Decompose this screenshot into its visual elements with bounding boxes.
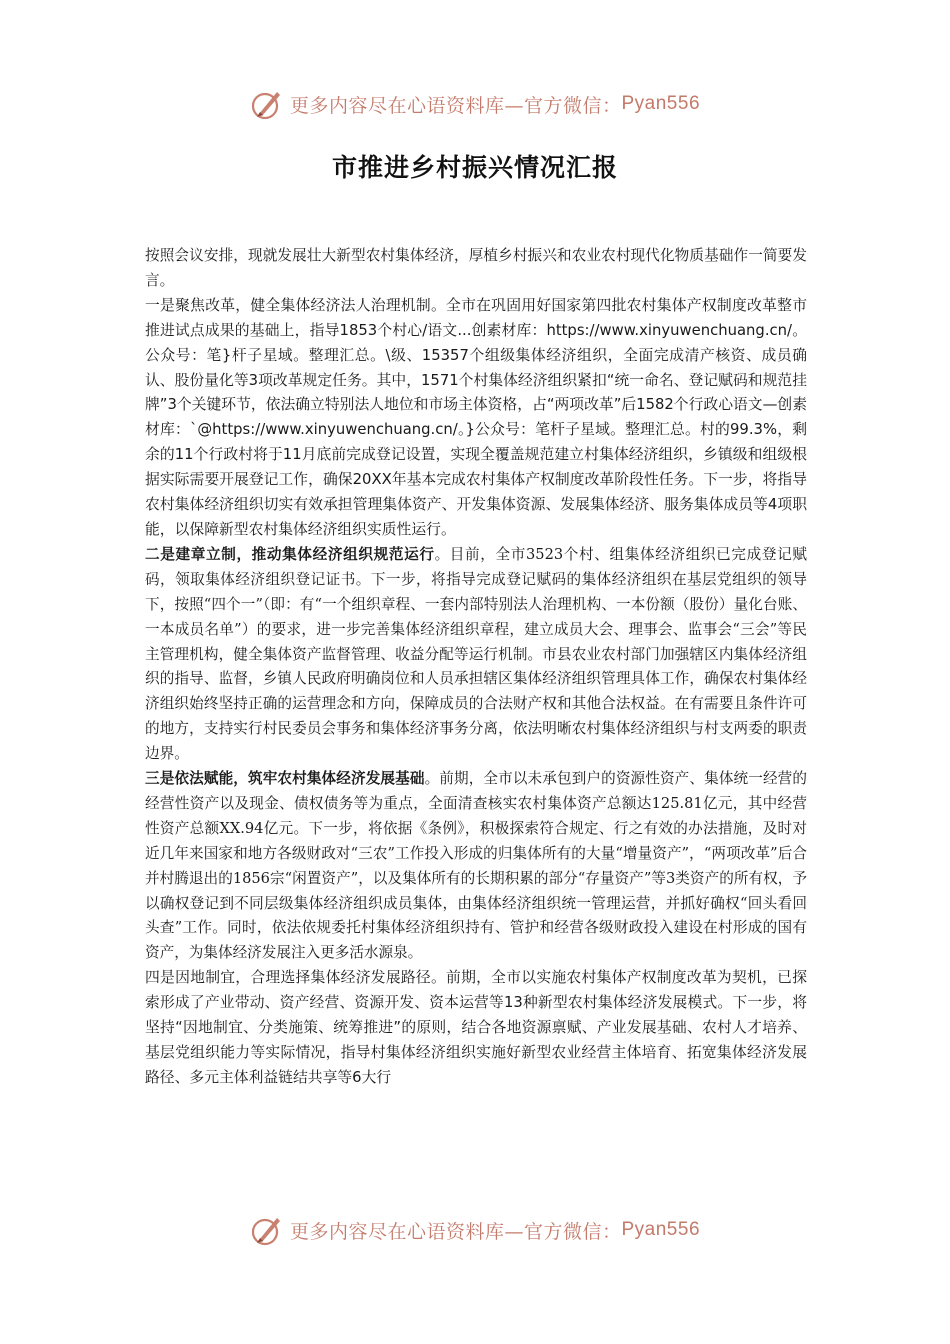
- section-1-paragraph: 一是聚焦改革，健全集体经济法人治理机制。全市在巩固用好国家第四批农村集体产权制度改革整市推进试点成果的基础上，指导1853个村心/语文...创素材库：https://www.xinyuwenchuang.cn/。公众号：笔}杆子星域。整理汇总。\级、15357个组级集体经济组织，全面完成清产核资、成员确认、股份量化等3项改革规定任务。其中，1571个村集体经济组织紧扣“统一命名、登记赋码和规范挂牌”3个关键环节，依法确立特别法人地位和市场主体资格，占“两项改革”后1582个行政心语文—创素材库：`@https://www.xinyuwenchuang.cn/。}公众号：笔杆子星域。整理汇总。村的99.3%，剩余的11个行政村将于11月底前完成登记设置，实现全覆盖规范建立村集体经济组织，乡镇级和组级根据实际需要开展登记工作，确保20XX年基本完成农村集体产权制度改革阶段性任务。下一步，将指导农村集体经济组织切实有效承担管理集体资产、开发集体资源、发展集体经济、服务集体成员等4项职能，以保障新型农村集体经济组织实质性运行。: [145, 296, 807, 538]
- section-2-heading: 二是建章立制，推动集体经济组织规范运行: [145, 545, 435, 563]
- footer-banner: [0, 1212, 950, 1248]
- section-3-paragraph: [145, 767, 807, 966]
- quill-pen-logo-icon: [250, 1213, 284, 1247]
- banner-wechat-id: Pyan556: [621, 1219, 701, 1240]
- section-2-body: 。目前，全市3523个村、组集体经济组织已完成登记赋码，领取集体经济组织登记证书。下一步，将指导完成登记赋码的集体经济组织在基层党组织的领导下，按照“四个一”（即：有“一个组织章程、一套内部特别法人治理机构、一本份额（股份）量化台账、一本成员名单”）的要求，进一步完善集体经济组织章程，建立成员大会、理事会、监事会“三会”等民主管理机构，健全集体资产监督管理、收益分配等运行机制。市县农业农村部门加强辖区内集体经济组织的指导、监督，乡镇人民政府明确岗位和人员承担辖区集体经济组织管理具体工作，确保农村集体经济组织始终坚持正确的运营理念和方向，保障成员的合法财产权和其他合法权益。在有需要且条件许可的地方，支持实行村民委员会事务和集体经济事务分离，依法明晰农村集体经济组织与村支两委的职责边界。: [145, 545, 807, 763]
- banner-text: 更多内容尽在心语资料库—官方微信：: [289, 94, 622, 117]
- banner-wechat-id: Pyan556: [621, 93, 701, 114]
- banner-text: 更多内容尽在心语资料库—官方微信：: [289, 1220, 622, 1243]
- quill-pen-logo-icon: [250, 87, 284, 121]
- intro-paragraph: 按照会议安排，现就发展壮大新型农村集体经济，厚植乡村振兴和农业农村现代化物质基础作一简要发言。: [145, 247, 807, 289]
- section-3-body: 。前期，全市以未承包到户的资源性资产、集体统一经营的经营性资产以及现金、债权债务等为重点，全面清查核实农村集体资产总额达125.81亿元，其中经营性资产总额XX.94亿元。下一步，将依据《条例》，积极探索符合规定、行之有效的办法措施，及时对近几年来国家和地方各级财政对“三农”工作投入形成的归集体所有的大量“增量资产”，“两项改革”后合并村腾退出的1856宗“闲置资产”，以及集体所有的长期积累的部分“存量资产”等3类资产的所有权，予以确权登记到不同层级集体经济组织成员集体，由集体经济组织统一管理运营，并抓好确权“回头看回头查”工作。同时，依法依规委托村集体经济组织持有、管护和经营各级财政投入建设在村形成的国有资产，为集体经济发展注入更多活水源泉。: [145, 770, 807, 962]
- section-2-paragraph: [145, 543, 807, 767]
- section-3-heading: 三是依法赋能，筑牢农村集体经济发展基础: [145, 770, 425, 788]
- section-4-paragraph: 四是因地制宜，合理选择集体经济发展路径。前期，全市以实施农村集体产权制度改革为契机，已探索形成了产业带动、资产经营、资源开发、资本运营等13种新型农村集体经济发展模式。下一步，将坚持“因地制宜、分类施策、统筹推进”的原则，结合各地资源禀赋、产业发展基础、农村人才培养、基层党组织能力等实际情况，指导村集体经济组织实施好新型农业经营主体培育、拓宽集体经济发展路径、多元主体利益链结共享等6大行: [145, 969, 807, 1086]
- document-body: [145, 244, 807, 1091]
- header-banner: [0, 86, 950, 122]
- page-title: 市推进乡村振兴情况汇报: [331, 153, 618, 182]
